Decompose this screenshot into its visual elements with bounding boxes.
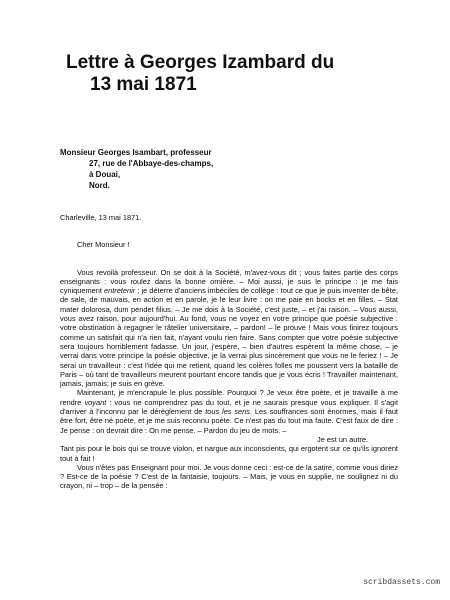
paragraph-text: Vous revoilà professeur. On se doit à la Société, m'avez-vous dit ; vous faites partie des corps enseignants : vous roulez dans la bonne ornière. – Moi aussi, je suis le principe : je me fais cyniquement <box>60 267 398 296</box>
title-line-1: Lettre à Georges Izambard du <box>66 52 335 73</box>
document-title <box>66 52 426 96</box>
emphasis-text: voyant <box>84 397 107 407</box>
source-watermark: scribdassets.com <box>363 578 440 587</box>
emphasis-text: entretenir <box>104 286 136 296</box>
letter-date: Charleville, 13 mai 1871. <box>60 213 142 222</box>
paragraph-text: Tant pis pour le bois qui se trouve violon, et nargue aux inconscients, qui ergotent sur ce qu'ils ignorent tout à fait ! <box>60 444 398 463</box>
address-line: 27, rue de l'Abbaye-des-champs, <box>89 159 214 168</box>
letter-greeting: Cher Monsieur ! <box>77 240 130 250</box>
paragraph-text: : vous ne comprendrez pas du tout, et je ne saurais presque vous expliquer. Il s'agit d'arriver à l'inconnu par le dérèglement de <box>60 397 398 417</box>
paragraph <box>60 388 398 434</box>
paragraph <box>60 444 398 463</box>
address-line: à Douai, <box>89 170 121 179</box>
paragraph <box>60 463 398 491</box>
paragraph-text: . Les souffrances sont énormes, mais il faut être fort, être né poète, et je me suis reconnu poète. Ce n'est pas du tout ma faute. C'est faux de dire : Je pense : on devrait dire : On me pense. – Pardon du jeu de mots. – <box>60 407 398 435</box>
address-block <box>60 147 420 191</box>
address-line: Nord. <box>89 181 110 190</box>
paragraph-text: Vous n'êtes pas Enseignant pour moi. Je vous donne ceci : est-ce de la satire, comme vous diriez ? Est-ce de la poésie ? C'est de la fantaisie, toujours. – Mais, je vous en supplie, ne soulignez ni du crayon, ni – trop – de la pensée : <box>60 462 398 491</box>
letter-body <box>60 213 398 491</box>
address-line: Monsieur Georges Isambart, professeur <box>60 148 212 157</box>
paragraph <box>60 268 398 389</box>
quote-je-est-un-autre: Je est un autre. <box>317 434 368 444</box>
title-line-2: 13 mai 1871 <box>90 74 197 95</box>
paragraph-text: ; je déterre d'anciens imbéciles de collège : tout ce que je puis inventer de bête, de sale, de mauvais, en action et en parole, je le leur livre : on me paie en bocks et en filles. – Stat mater dolorosa, dum pendet filius. – Je me dois à la Société, c'est juste, – et j'ai raison. – Vous aussi, vous avez raison, pour aujourd'hui. Au fond, vous ne voyez en votre principe que poésie subjective : votre obstination à regagner le râtelier universitaire, – pardon! – le prouve ! Mais vous finirez toujours comme un satisfait qui n'a rien fait, n'ayant voulu rien faire. Sans compter que votre poésie subjective sera toujours horriblement fadasse. Un jour, j'espère, – bien d'autres espèrent la même chose, – je verrai dans votre principe la poésie objective, je la verrai plus sincèrement que vous ne le feriez ! – Je serai un travailleur : c'est l'idée qui me retient, quand les colères folles me poussent vers la bataille de Paris – où tant de travailleurs meurent pourtant encore tandis que je vous écris ! Travailler maintenant, jamais, jamais; je suis en grève. <box>60 286 398 389</box>
paragraph-text: Maintenant, je m'encrapule le plus possible. Pourquoi ? Je veux être poète, et je travaille à me rendre <box>60 388 398 407</box>
emphasis-text: tous les sens <box>205 407 250 417</box>
